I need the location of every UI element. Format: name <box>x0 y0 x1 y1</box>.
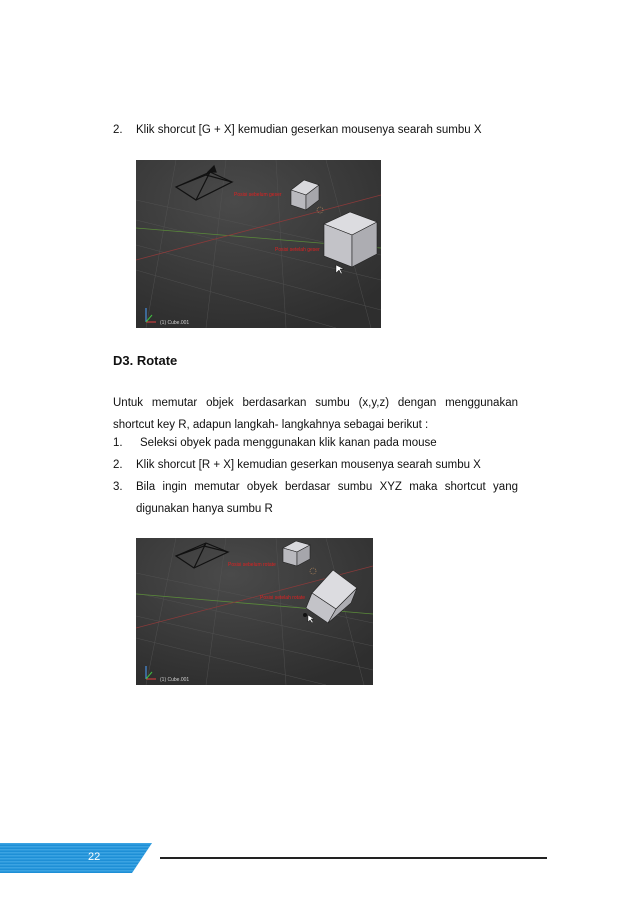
rotate-step-2 <box>113 458 481 472</box>
caption-after-move: Posisi setelah geser <box>275 247 320 253</box>
step-number: 1. <box>113 437 123 449</box>
section-heading: D3. Rotate <box>113 353 178 368</box>
viewport-object-label: (1) Cube.001 <box>160 677 190 683</box>
footer-band <box>0 843 152 873</box>
step-number: 2. <box>113 459 123 471</box>
step-text: Bila ingin memutar obyek berdasar sumbu XYZ maka shortcut yang digunakan hanya sumbu R <box>136 481 518 515</box>
step-text: Seleksi obyek pada menggunakan klik kanan pada mouse <box>140 437 437 449</box>
viewport-scene <box>136 538 373 685</box>
move-step-2 <box>113 123 482 137</box>
caption-after-rotate: Posisi setelah rotate <box>260 595 306 601</box>
step-text: Klik shorcut [R + X] kemudian geserkan mousenya searah sumbu X <box>136 459 481 471</box>
step-text: Klik shorcut [G + X] kemudian geserkan mousenya searah sumbu X <box>136 124 482 136</box>
caption-before-rotate: Posisi sebelum rotate <box>228 562 276 568</box>
footer-rule <box>160 857 547 859</box>
viewport-screenshot-rotate <box>136 538 373 685</box>
viewport-object-label: (1) Cube.001 <box>160 320 190 326</box>
rotate-step-3 <box>113 476 518 520</box>
page-number: 22 <box>88 851 101 863</box>
caption-before-move: Posisi sebelum geser <box>234 192 282 198</box>
intro-paragraph: Untuk memutar objek berdasarkan sumbu (x,y,z) dengan menggunakan shortcut key R, adapun langkah- langkahnya sebagai berikut : <box>113 397 518 431</box>
viewport-scene <box>136 160 381 328</box>
rotate-step-1 <box>113 436 437 450</box>
viewport-screenshot-translate <box>136 160 381 328</box>
step-number: 2. <box>113 124 123 136</box>
step-number: 3. <box>113 481 123 493</box>
